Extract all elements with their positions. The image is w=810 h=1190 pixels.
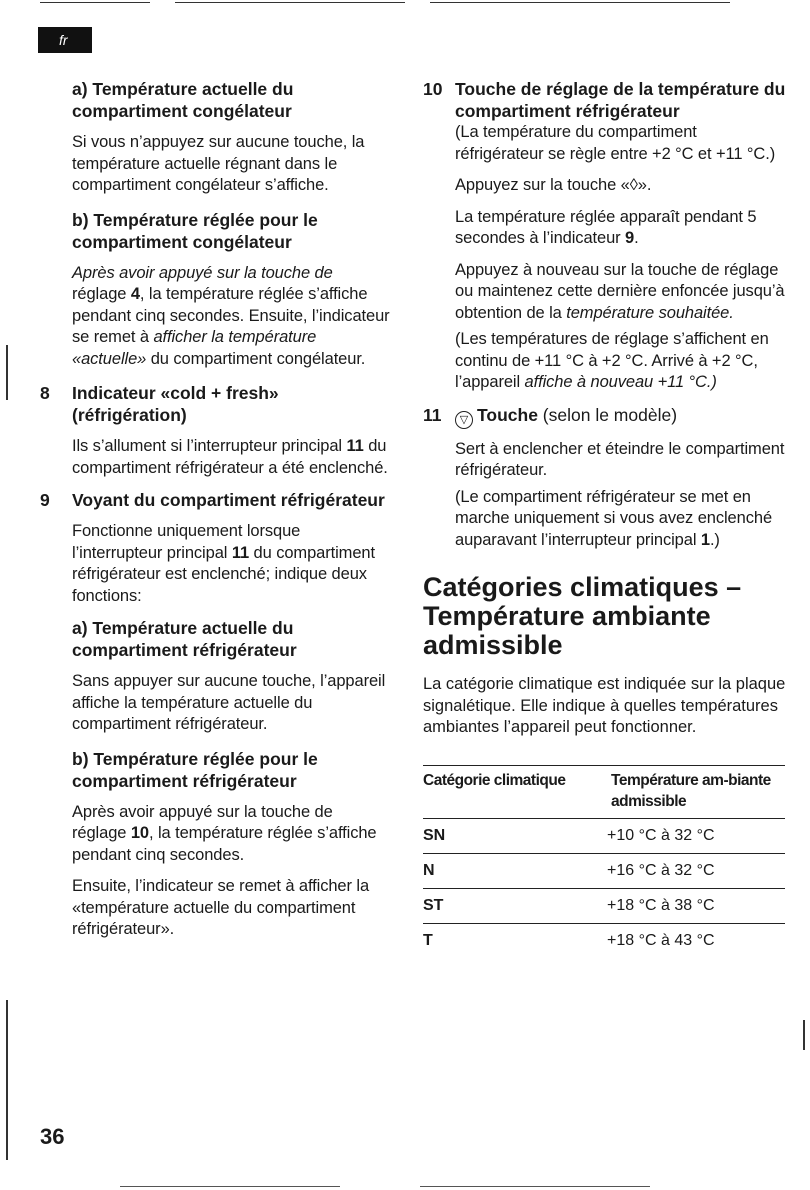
language-badge: fr <box>38 27 92 53</box>
table-cell: N <box>423 853 603 888</box>
paragraph: Appuyez sur la touche «◊». <box>455 176 652 194</box>
section-9 <box>40 489 390 607</box>
paragraph: La température réglée apparaît pendant 5 secondes à l’indicateur 9. <box>455 207 757 247</box>
power-symbol-icon: ▽ <box>455 411 473 429</box>
left-margin-line <box>6 345 8 400</box>
bottom-rule <box>120 1186 340 1187</box>
section-title: b) Température réglée pour le compartiment réfrigérateur <box>72 748 318 791</box>
left-margin-line <box>6 1000 8 1160</box>
section-freezer-set-temp <box>40 209 390 371</box>
section-number: 10 <box>423 79 443 99</box>
section-title: Indicateur «cold + fresh» (réfrigération) <box>72 383 279 425</box>
table-cell: ST <box>423 888 603 923</box>
column-header: Catégorie climatique <box>423 765 603 818</box>
section-fridge-current-temp <box>40 617 390 736</box>
section-title: Voyant du compartiment réfrigérateur <box>72 490 385 510</box>
left-column <box>40 78 390 953</box>
paragraph: Ils s’allument si l’interrupteur principal 11 du compartiment réfrigérateur a été enclenché. <box>72 437 388 477</box>
paragraph: Si vous n’appuyez sur aucune touche, la température actuelle régnant dans le compartiment congélateur s’affiche. <box>72 133 365 194</box>
table-row <box>423 853 785 888</box>
top-rule <box>175 2 405 3</box>
paragraph: Fonctionne uniquement lorsque l’interrupteur principal 11 du compartiment réfrigérateur est enclenché; indique deux fonctions: <box>72 522 375 605</box>
climate-table <box>423 765 785 958</box>
paragraph: Après avoir appuyé sur la touche de réglage 10, la température réglée s’affiche pendant cinq secondes. <box>72 802 377 864</box>
note: (La température du compartiment réfrigérateur se règle entre +2 °C et +11 °C.) <box>455 123 776 163</box>
page-number: 36 <box>40 1124 65 1149</box>
paragraph: Appuyez à nouveau sur la touche de réglage ou maintenez cette dernière enfoncée jusqu’à obtention de la température souhaitée. <box>455 260 785 322</box>
table-cell: +16 °C à 32 °C <box>603 853 785 888</box>
right-margin-line <box>803 1020 805 1050</box>
table-row <box>423 818 785 853</box>
section-fridge-set-temp <box>40 748 390 941</box>
table-row <box>423 888 785 923</box>
right-column <box>423 78 787 958</box>
paragraph: (Le compartiment réfrigérateur se met en marche uniquement si vous avez enclenché auparavant l’interrupteur principal 1.) <box>455 487 773 549</box>
section-number: 8 <box>40 383 50 403</box>
section-title: a) Température actuelle du compartiment congélateur <box>72 79 294 121</box>
paragraph: Après avoir appuyé sur la touche de réglage 4, la température réglée s’affiche pendant cinq secondes. Ensuite, l’indicateur se remet à afficher la température «actuelle» du compartiment congélateur. <box>72 263 390 368</box>
top-rule <box>430 2 730 3</box>
section-title: ▽ Touche (selon le modèle) <box>455 404 787 429</box>
section-title: Touche de réglage de la température du compartiment réfrigérateur <box>455 79 786 121</box>
bottom-rule <box>420 1186 650 1187</box>
section-freezer-current-temp <box>40 78 390 197</box>
paragraph: (Les températures de réglage s’affichent en continu de +11 °C à +2 °C. Arrivé à +2 °C, l’appareil affiche à nouveau +11 °C.) <box>455 330 769 391</box>
section-8 <box>40 382 390 479</box>
table-cell: SN <box>423 818 603 853</box>
paragraph: Ensuite, l’indicateur se remet à afficher la «température actuelle du compartiment réfrigérateur». <box>72 877 370 938</box>
climate-heading: Catégories climatiques – Température ambiante admissible <box>423 572 742 660</box>
table-cell: +18 °C à 38 °C <box>603 888 785 923</box>
table-cell: +18 °C à 43 °C <box>607 931 715 949</box>
section-title: b) Température réglée pour le compartiment congélateur <box>72 209 318 252</box>
top-rule <box>40 2 150 3</box>
section-title: a) Température actuelle du compartiment réfrigérateur <box>72 618 297 660</box>
column-header: Température am-biante admissible <box>603 765 785 818</box>
table-row <box>423 923 785 958</box>
section-11 <box>423 404 787 552</box>
table-cell: T <box>423 931 433 949</box>
section-10 <box>423 78 787 394</box>
paragraph: Sert à enclencher et éteindre le compartiment réfrigérateur. <box>455 439 785 479</box>
table-cell: +10 °C à 32 °C <box>603 818 785 853</box>
section-number: 9 <box>40 490 50 510</box>
paragraph: Sans appuyer sur aucune touche, l’appareil affiche la température actuelle du compartiment réfrigérateur. <box>72 672 386 733</box>
paragraph: La catégorie climatique est indiquée sur la plaque signalétique. Elle indique à quelles températures ambiantes l’appareil peut fonctionner. <box>423 675 786 736</box>
climate-section <box>423 573 787 958</box>
section-number: 11 <box>423 404 442 425</box>
